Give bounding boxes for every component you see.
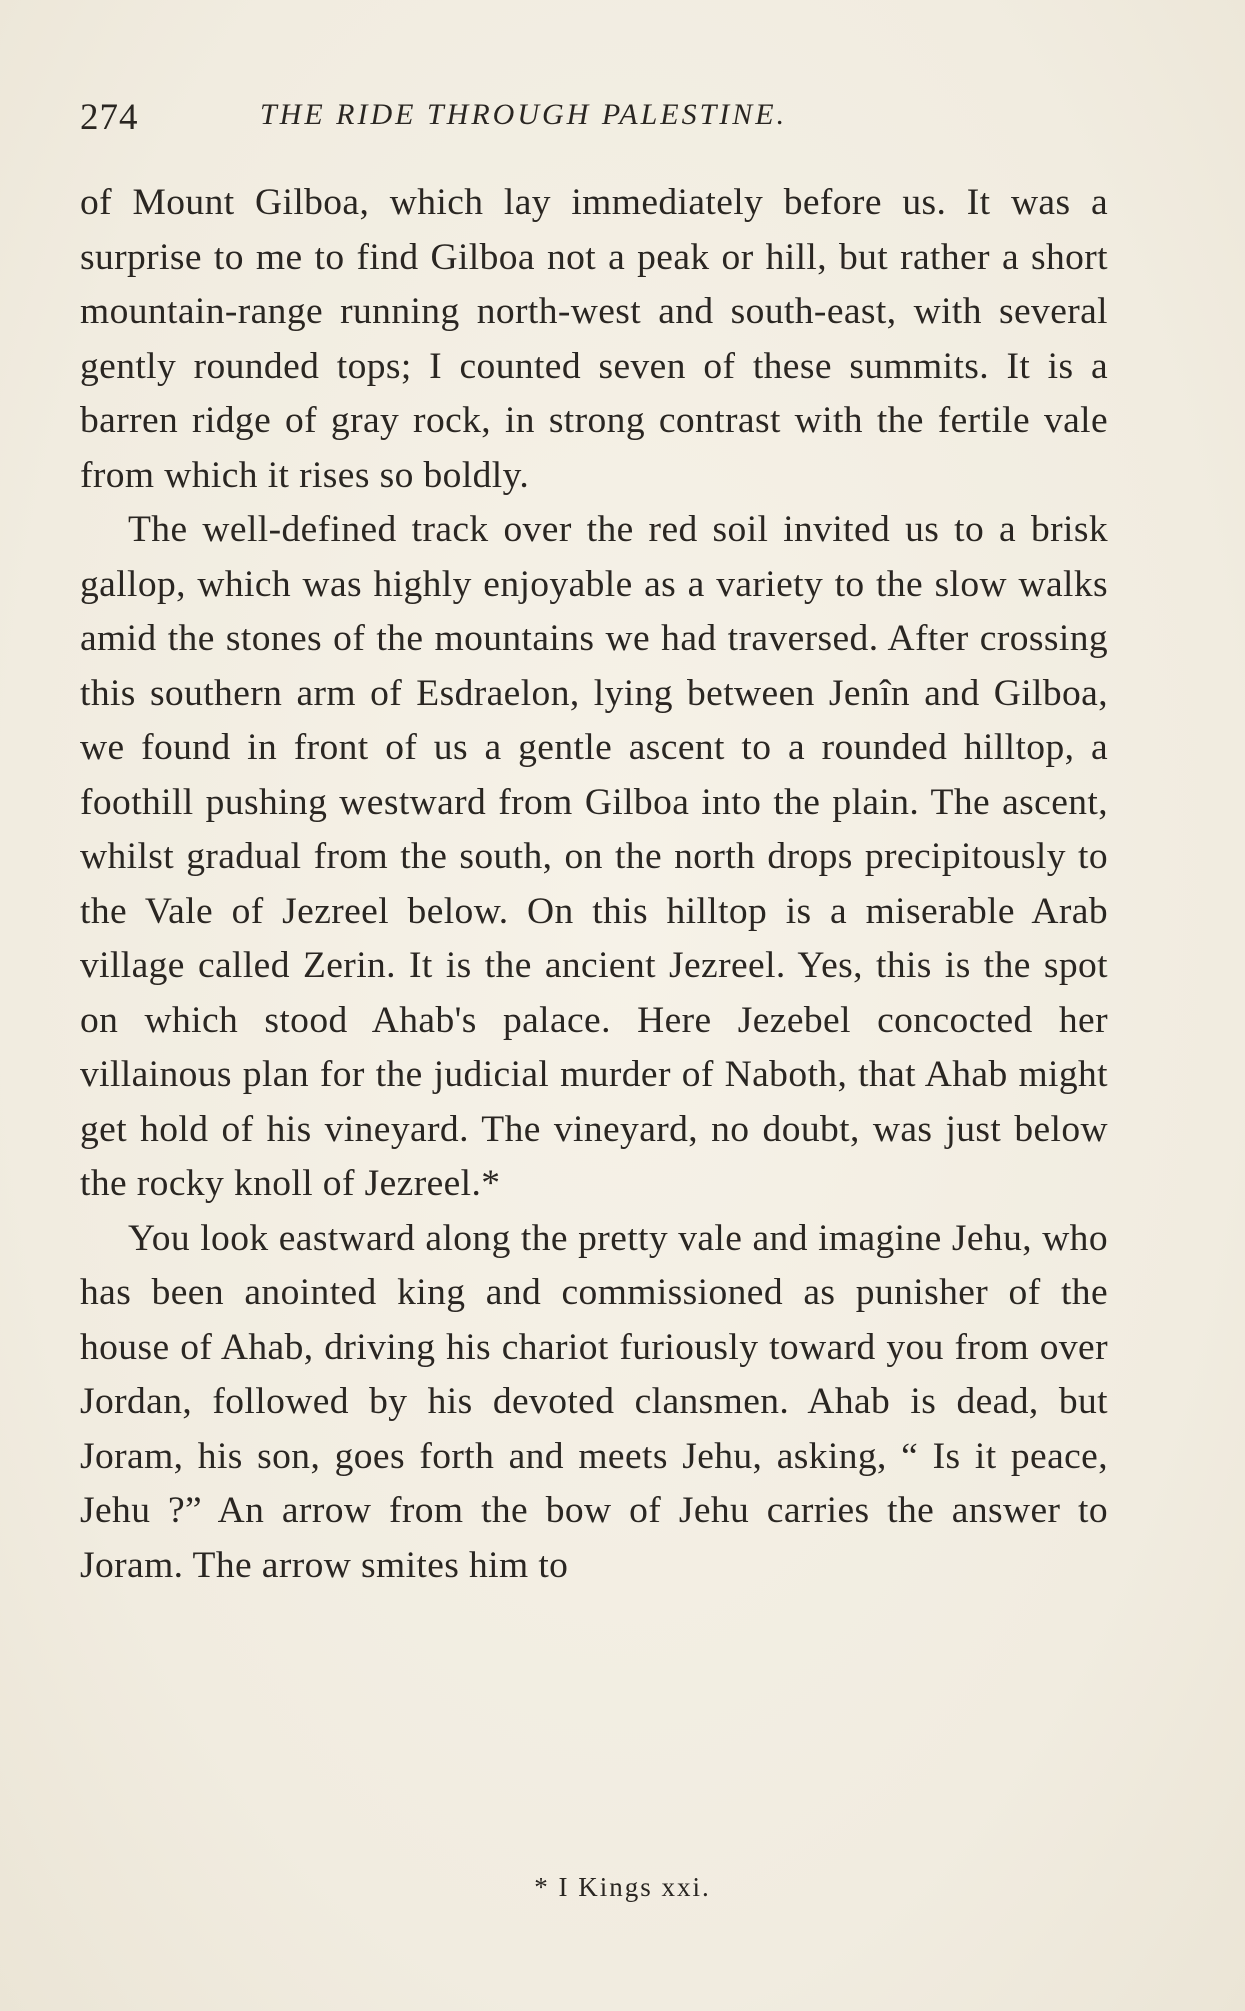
body-text <box>80 176 1108 1593</box>
paragraph-1: of Mount Gilboa, which lay immediately before us. It was a surprise to me to find Gilboa not a peak or hill, but rather a short mountain-range running north-west and south-east, with several gently rounded tops; I counted seven of these summits. It is a barren ridge of gray rock, in strong contrast with the fertile vale from which it rises so boldly. <box>80 182 1108 496</box>
running-head: THE RIDE THROUGH PALESTINE. <box>260 98 788 131</box>
page-header <box>80 96 1110 146</box>
paragraph-3: You look eastward along the pretty vale and imagine Jehu, who has been anointed king and commissioned as punisher of the house of Ahab, driving his chariot furiously toward you from over Jordan, followed by his devoted clansmen. Ahab is dead, but Joram, his son, goes forth and meets Jehu, asking, “ Is it peace, Jehu ?” An arrow from the bow of Jehu carries the answer to Joram. The arrow smites him to <box>80 1217 1108 1586</box>
page-number: 274 <box>80 97 139 138</box>
footnote: * I Kings xxi. <box>534 1872 711 1902</box>
paragraph-2: The well-defined track over the red soil invited us to a brisk gallop, which was highly enjoyable as a variety to the slow walks amid the stones of the mountains we had traversed. After crossing this southern arm of Esdraelon, lying between Jenîn and Gilboa, we found in front of us a gentle ascent to a rounded hilltop, a foothill pushing westward from Gilboa into the plain. The ascent, whilst gradual from the south, on the north drops precipitously to the Vale of Jezreel below. On this hilltop is a miserable Arab village called Zerin. It is the ancient Jezreel. Yes, this is the spot on which stood Ahab's palace. Here Jezebel concocted her villainous plan for the judicial murder of Naboth, that Ahab might get hold of his vineyard. The vineyard, no doubt, was just below the rocky knoll of Jezreel.* <box>80 509 1108 1204</box>
